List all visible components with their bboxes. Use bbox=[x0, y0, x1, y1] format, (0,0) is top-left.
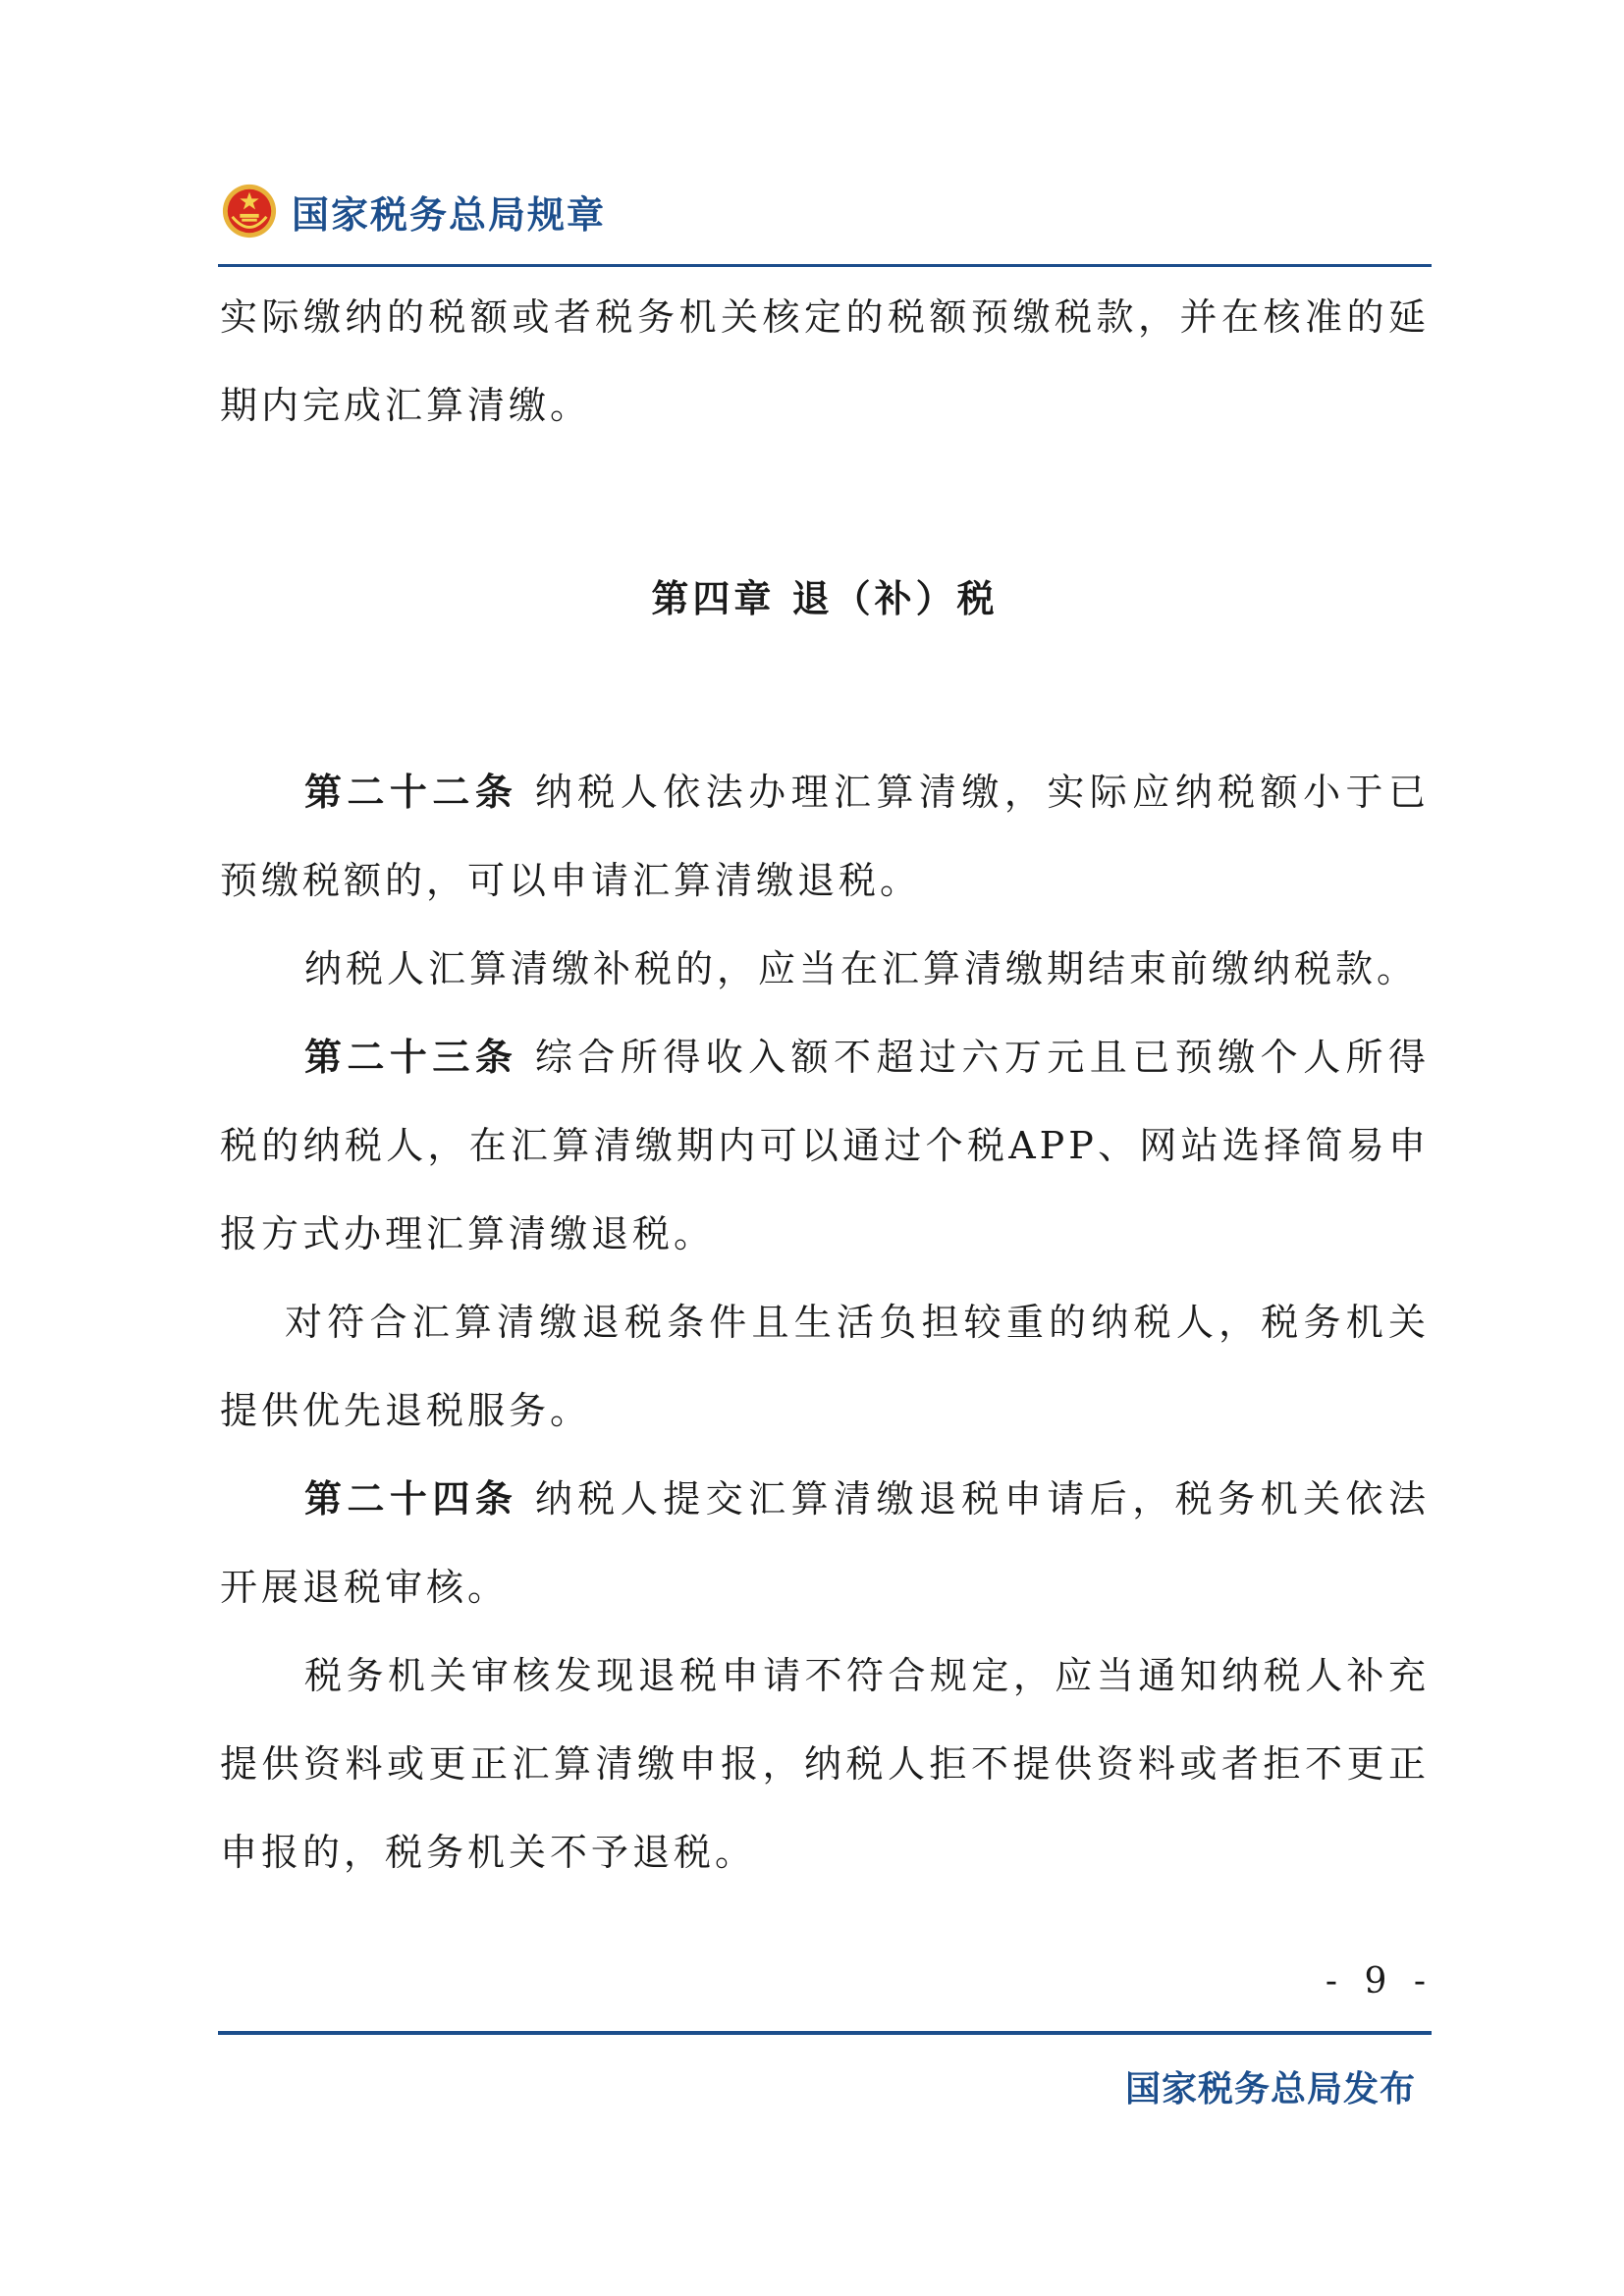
article-22-paragraph-2: 纳税人汇算清缴补税的，应当在汇算清缴期结束前缴纳税款。 bbox=[304, 947, 1419, 990]
continued-paragraph: 实际缴纳的税额或者税务机关核定的税额预缴税款，并在核准的延期内完成汇算清缴。 bbox=[220, 295, 1430, 427]
chapter-title: 第四章 退（补）税 bbox=[651, 577, 999, 620]
footer-divider bbox=[218, 2031, 1432, 2035]
article-24-paragraph bbox=[220, 1455, 1430, 1631]
article-23-paragraph bbox=[220, 1013, 1430, 1278]
article-23-label: 第二十三条 bbox=[304, 1036, 518, 1079]
article-23-text: 综合所得收入额不超过六万元且已预缴个人所得税的纳税人，在汇算清缴期内可以通过个税APP、网站选择简易申报方式办理汇算清缴退税。 bbox=[220, 1036, 1430, 1255]
national-emblem-icon bbox=[221, 183, 278, 240]
page-number: - 9 - bbox=[1325, 1961, 1434, 2002]
article-24-paragraph-2: 税务机关审核发现退税申请不符合规定，应当通知纳税人补充提供资料或更正汇算清缴申报，纳税人拒不提供资料或者拒不更正申报的，税务机关不予退税。 bbox=[220, 1654, 1430, 1874]
article-22-label: 第二十二条 bbox=[304, 771, 518, 814]
header-title: 国家税务总局规章 bbox=[292, 192, 607, 237]
header-divider bbox=[218, 264, 1432, 267]
article-24-text: 纳税人提交汇算清缴退税申请后，税务机关依法开展退税审核。 bbox=[220, 1477, 1430, 1609]
article-24-label: 第二十四条 bbox=[304, 1477, 518, 1521]
page-header bbox=[221, 180, 606, 242]
footer-publisher: 国家税务总局发布 bbox=[1124, 2069, 1416, 2109]
article-23-paragraph-2: 对符合汇算清缴退税条件且生活负担较重的纳税人，税务机关提供优先退税服务。 bbox=[220, 1301, 1430, 1432]
document-body bbox=[220, 273, 1430, 1896]
article-22-text: 纳税人依法办理汇算清缴，实际应纳税额小于已预缴税额的，可以申请汇算清缴退税。 bbox=[220, 771, 1430, 902]
article-22-paragraph bbox=[220, 748, 1430, 925]
